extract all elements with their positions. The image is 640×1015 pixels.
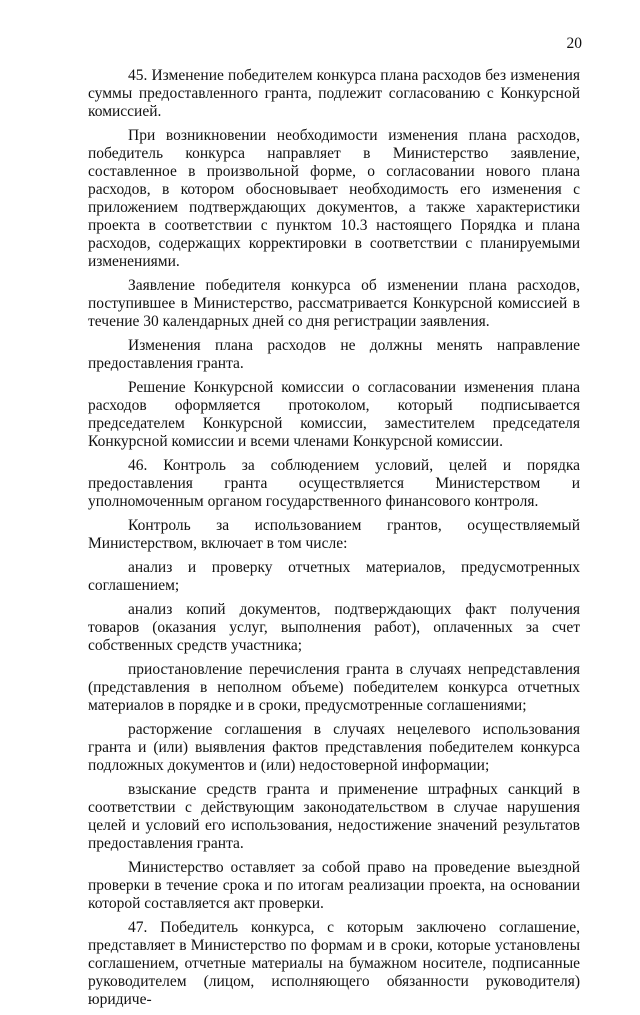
paragraph-plan-change-request: При возникновении необходимости изменения плана расходов, победитель конкурса направляет в Министерство заявление, составленное в произвольной форме, о согласовании нового плана расходов, в котором обосновывает необходимость его изменения с приложением подтверждающих документов, а также характеристики проекта в соответствии с пунктом 10.3 настоящего Порядка и плана расходов, содержащих корректировки в соответствии с планируемыми изменениями. (88, 127, 580, 270)
list-item-report-analysis: анализ и проверку отчетных материалов, предусмотренных соглашением; (88, 559, 580, 594)
list-item-termination: расторжение соглашения в случаях нецелевого использования гранта и (или) выявления фактов представления победителем конкурса подложных документов и (или) недостоверной информации; (88, 721, 580, 774)
page-number: 20 (566, 35, 582, 52)
list-item-suspension: приостановление перечисления гранта в случаях непредставления (представления в неполном объеме) победителем конкурса отчетных материалов в порядке и в сроки, предусмотренные соглашениями; (88, 661, 580, 714)
paragraph-control-includes: Контроль за использованием грантов, осуществляемый Министерством, включает в том числе: (88, 517, 580, 552)
paragraph-onsite-inspection: Министерство оставляет за собой право на проведение выездной проверки в течение срока и по итогам реализации проекта, на основании которой составляется акт проверки. (88, 859, 580, 912)
paragraph-direction-unchanged: Изменения плана расходов не должны менять направление предоставления гранта. (88, 337, 580, 372)
paragraph-commission-decision: Решение Конкурсной комиссии о согласовании изменения плана расходов оформляется протоколом, который подписывается председателем Конкурсной комиссии, заместителем председателя Конкурсной комиссии и всеми членами Конкурсной комиссии. (88, 379, 580, 450)
paragraph-46: 46. Контроль за соблюдением условий, целей и порядка предоставления гранта осуществляется Министерством и уполномоченным органом государственного финансового контроля. (88, 457, 580, 510)
paragraph-45: 45. Изменение победителем конкурса плана расходов без изменения суммы предоставленного гранта, подлежит согласованию с Конкурсной комиссией. (88, 67, 580, 120)
list-item-document-analysis: анализ копий документов, подтверждающих факт получения товаров (оказания услуг, выполнения работ), оплаченных за счет собственных средств участника; (88, 601, 580, 654)
paragraph-47: 47. Победитель конкурса, с которым заключено соглашение, представляет в Министерство по формам и в сроки, которые установлены соглашением, отчетные материалы на бумажном носителе, подписанные руководителем (лицом, исполняющего обязанности руководителя) юридиче- (88, 919, 580, 1008)
paragraph-request-review: Заявление победителя конкурса об изменении плана расходов, поступившее в Министерство, рассматривается Конкурсной комиссией в течение 30 календарных дней со дня регистрации заявления. (88, 277, 580, 330)
body-text (88, 67, 580, 1015)
list-item-recovery: взыскание средств гранта и применение штрафных санкций в соответствии с действующим законодательством в случае нарушения целей и условий его использования, недостижение значений результатов предоставления гранта. (88, 781, 580, 852)
